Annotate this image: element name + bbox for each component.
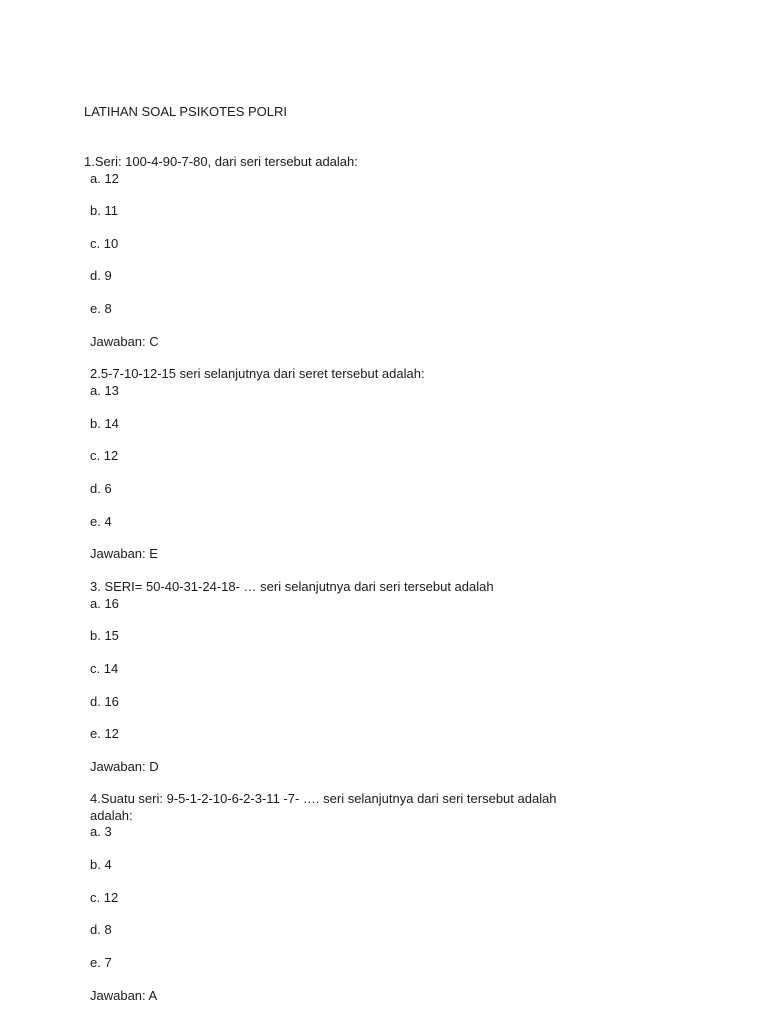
question-3-option-d: d. 16 xyxy=(90,694,119,709)
question-3-option-c: c. 14 xyxy=(90,661,119,676)
question-2-answer: Jawaban: E xyxy=(90,546,158,561)
question-2-option-e: e. 4 xyxy=(90,514,112,529)
question-4-option-b: b. 4 xyxy=(90,857,112,872)
question-3-text: 3. SERI= 50-40-31-24-18- … seri selanjutnya dari seri tersebut adalah xyxy=(90,579,494,594)
question-1-option-c: c. 10 xyxy=(90,236,119,251)
document-title: LATIHAN SOAL PSIKOTES POLRI xyxy=(84,104,288,119)
question-1-option-b: b. 11 xyxy=(90,203,118,218)
question-4-option-a: a. 3 xyxy=(90,824,112,839)
question-2-option-d: d. 6 xyxy=(90,481,112,496)
question-4-option-c: c. 12 xyxy=(90,890,119,905)
question-3-option-e: e. 12 xyxy=(90,726,119,741)
question-2-option-a: a. 13 xyxy=(90,383,119,398)
question-3-answer: Jawaban: D xyxy=(90,759,159,774)
question-2-option-c: c. 12 xyxy=(90,448,119,463)
question-3-option-b: b. 15 xyxy=(90,628,119,643)
question-1-text: 1.Seri: 100-4-90-7-80, dari seri tersebut adalah: xyxy=(84,154,358,169)
question-4-text: 4.Suatu seri: 9-5-1-2-10-6-2-3-11 -7- …. seri selanjutnya dari seri tersebut adalah xyxy=(90,791,557,806)
question-4-text-continued: adalah: xyxy=(90,808,133,823)
question-1-option-d: d. 9 xyxy=(90,268,112,283)
question-1-option-e: e. 8 xyxy=(90,301,112,316)
question-2-text: 2.5-7-10-12-15 seri selanjutnya dari seret tersebut adalah: xyxy=(90,366,425,381)
question-4-option-e: e. 7 xyxy=(90,955,112,970)
question-3-option-a: a. 16 xyxy=(90,596,119,611)
question-1-option-a: a. 12 xyxy=(90,171,119,186)
question-4-answer: Jawaban: A xyxy=(90,988,158,1003)
question-4-option-d: d. 8 xyxy=(90,922,112,937)
question-2-option-b: b. 14 xyxy=(90,416,119,431)
question-1-answer: Jawaban: C xyxy=(90,334,159,349)
